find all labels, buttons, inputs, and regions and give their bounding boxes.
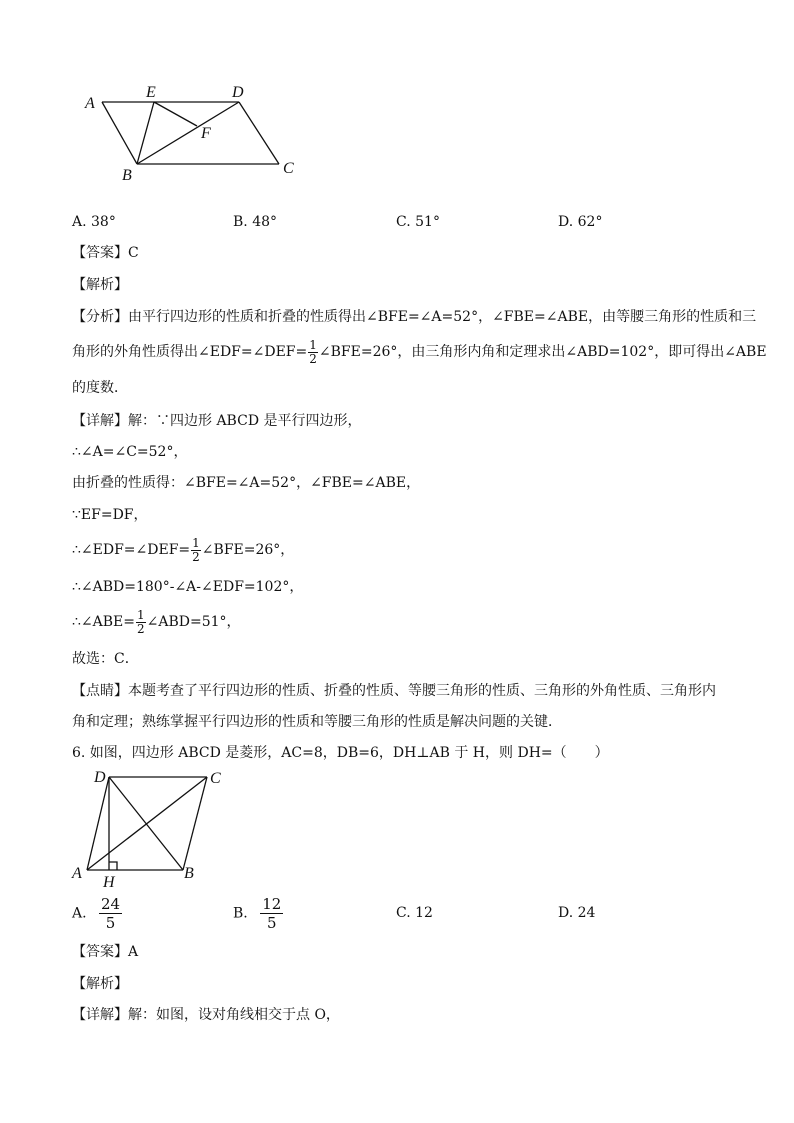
label-A: A [72,865,82,882]
q6-answer: 【答案】A [72,944,139,960]
segment-CB [183,777,207,870]
label-B: B [184,865,194,882]
figure-rhombus [68,766,221,891]
q5-detail-line-6: ∴∠ABD=180°-∠A-∠EDF=102°， [72,579,304,595]
label-D: D [94,769,106,786]
q5-fenxi-line-3: 的度数． [72,380,128,396]
q5-detail-line-1: 【详解】解：∵四边形 ABCD 是平行四边形， [72,413,362,429]
segment-DC [239,102,279,164]
segment-AB [102,102,137,164]
q5-detail-line-2: ∴∠A=∠C=52°， [72,444,188,460]
label-C: C [283,160,294,177]
q5-option-a: A. 38° [72,214,116,230]
label-H: H [103,874,115,891]
label-E: E [146,84,156,101]
q5-analysis-heading: 【解析】 [72,277,128,293]
q5-answer: 【答案】C [72,245,139,261]
q6-detail-line-1: 【详解】解：如图，设对角线相交于点 O， [72,1007,340,1023]
label-B: B [122,167,132,184]
label-C: C [210,770,221,787]
q5-detail-line-7: ∴∠ABE= $\frac{1}{2}$ ∠ABD=51°， [72,607,241,636]
q5-option-d: D. 62° [558,214,603,230]
q5-option-c: C. 51° [396,214,440,230]
q5-dianjing-line-1: 【点睛】本题考查了平行四边形的性质、折叠的性质、等腰三角形的性质、三角形的外角性质、三角形内 [72,683,716,699]
fraction-half: $\frac{1}{2}$ [137,607,145,636]
q5-detail-line-8: 故选：C． [72,651,139,667]
label-A: A [85,95,95,112]
diagonal-DB [109,777,183,870]
q5-fenxi-line-2: 角形的外角性质得出∠EDF=∠DEF= $\frac{1}{2}$ ∠BFE=26°，由三角形内角和定理求出∠ABD=102°，即可得出∠ABE [72,337,767,366]
q5-detail-line-5: ∴∠EDF=∠DEF= $\frac{1}{2}$ ∠BFE=26°， [72,535,295,564]
q5-detail-line-3: 由折叠的性质得：∠BFE=∠A=52°，∠FBE=∠ABE， [72,475,421,491]
q6-option-c: C. 12 [396,905,433,921]
fraction-half: $\frac{1}{2}$ [192,535,200,564]
q6-option-d: D. 24 [558,905,596,921]
segment-EF [154,102,197,126]
q5-detail-line-4: ∵EF=DF， [72,507,148,523]
label-F: F [201,125,211,142]
q6-stem: 6. 如图，四边形 ABCD 是菱形，AC=8，DB=6，DH⊥AB 于 H，则 DH=（ ） [72,745,609,761]
fraction-half: $\frac{1}{2}$ [309,337,317,366]
segment-BD [137,102,239,164]
q5-fenxi-line-1: 【分析】由平行四边形的性质和折叠的性质得出∠BFE=∠A=52°，∠FBE=∠ABE，由等腰三角形的性质和三 [72,309,757,325]
q6-option-b: B. $\frac{12}{5}$ [233,895,282,932]
label-D: D [232,84,244,101]
figure-parallelogram-fold [80,78,310,188]
q5-option-b: B. 48° [233,214,278,230]
q5-dianjing-line-2: 角和定理；熟练掌握平行四边形的性质和等腰三角形的性质是解决问题的关键． [72,714,562,730]
q6-analysis-heading: 【解析】 [72,976,128,992]
diagonal-AC [87,777,207,870]
q6-option-a: A. $\frac{24}{5}$ [72,895,121,932]
right-angle-mark [109,862,117,870]
